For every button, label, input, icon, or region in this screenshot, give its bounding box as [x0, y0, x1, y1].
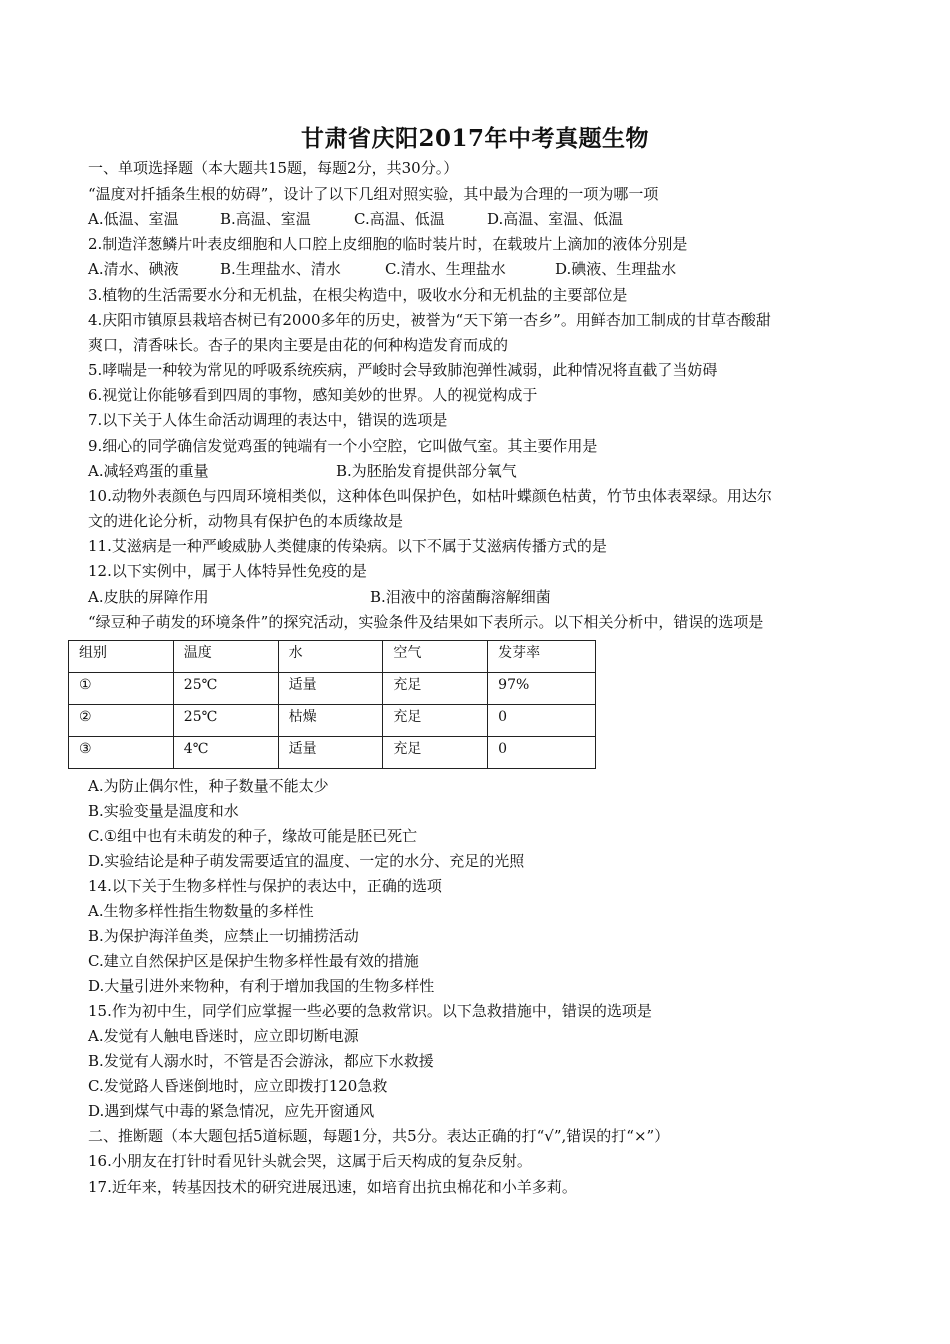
table-cell: 0: [488, 737, 596, 769]
question-11-stem: 11.艾滋病是一种严峻威胁人类健康的传染病。以下不属于艾滋病传播方式的是: [88, 537, 607, 555]
question-14-stem: 14.以下关于生物多样性与保护的表达中，正确的选项: [88, 877, 442, 895]
table-row: [69, 705, 596, 737]
question-14-option-c: C.建立自然保护区是保护生物多样性最有效的措施: [88, 952, 419, 970]
question-1-option-d: D.高温、室温、低温: [487, 210, 624, 228]
table-cell: 0: [488, 705, 596, 737]
question-2-option-b: B.生理盐水、清水: [220, 260, 341, 278]
table-header-cell: 空气: [383, 641, 488, 673]
experiment-table: [68, 640, 596, 769]
table-cell: 适量: [278, 737, 383, 769]
question-14-option-a: A.生物多样性指生物数量的多样性: [88, 902, 314, 920]
question-6-stem: 6.视觉让你能够看到四周的事物，感知美妙的世界。人的视觉构成于: [88, 386, 538, 404]
table-header-cell: 水: [278, 641, 383, 673]
question-15-option-d: D.遇到煤气中毒的紧急情况，应先开窗通风: [88, 1102, 375, 1120]
question-1-stem: “温度对扦插条生根的妨碍”，设计了以下几组对照实验，其中最为合理的一项为哪一项: [88, 185, 659, 203]
table-cell: 25℃: [173, 673, 278, 705]
table-cell: 充足: [383, 705, 488, 737]
section-2-header: 二、推断题（本大题包括5道标题，每题1分，共5分。表达正确的打“√”,错误的打“×”）: [88, 1127, 670, 1145]
table-cell: ①: [69, 673, 174, 705]
question-9-stem: 9.细心的同学确信发觉鸡蛋的钝端有一个小空腔，它叫做气室。其主要作用是: [88, 437, 598, 455]
question-12-option-b: B.泪液中的溶菌酶溶解细菌: [370, 588, 551, 606]
question-13-option-c: C.①组中也有未萌发的种子，缘故可能是胚已死亡: [88, 827, 418, 845]
question-14-option-b: B.为保护海洋鱼类，应禁止一切捕捞活动: [88, 927, 359, 945]
table-cell: 适量: [278, 673, 383, 705]
question-10-stem-line-2: 文的进化论分析，动物具有保护色的本质缘故是: [88, 512, 404, 530]
table-cell: 充足: [383, 673, 488, 705]
question-2-stem: 2.制造洋葱鳞片叶表皮细胞和人口腔上皮细胞的临时装片时，在载玻片上滴加的液体分别是: [88, 235, 688, 253]
table-header-cell: 组别: [69, 641, 174, 673]
table-cell: ②: [69, 705, 174, 737]
question-15-stem: 15.作为初中生，同学们应掌握一些必要的急救常识。以下急救措施中，错误的选项是: [88, 1002, 652, 1020]
question-13-stem: “绿豆种子萌发的环境条件”的探究活动，实验条件及结果如下表所示。以下相关分析中，错误的选项是: [88, 613, 764, 631]
question-14-option-d: D.大量引进外来物种，有利于增加我国的生物多样性: [88, 977, 435, 995]
table-cell: 97%: [488, 673, 596, 705]
question-7-stem: 7.以下关于人体生命活动调理的表达中，错误的选项是: [88, 411, 448, 429]
table-cell: 25℃: [173, 705, 278, 737]
question-4-stem-line-1: 4.庆阳市镇原县栽培杏树已有2000多年的历史，被誉为“天下第一杏乡”。用鲜杏加工制成的甘草杏酸甜: [88, 311, 771, 329]
table-header-cell: 温度: [173, 641, 278, 673]
question-2-option-a: A.清水、碘液: [88, 260, 179, 278]
question-13-option-d: D.实验结论是种子萌发需要适宜的温度、一定的水分、充足的光照: [88, 852, 525, 870]
question-15-option-a: A.发觉有人触电昏迷时，应立即切断电源: [88, 1027, 359, 1045]
table-cell: ③: [69, 737, 174, 769]
table-row: [69, 737, 596, 769]
table-cell: 充足: [383, 737, 488, 769]
question-15-option-c: C.发觉路人昏迷倒地时，应立即拨打120急救: [88, 1077, 388, 1095]
question-5-stem: 5.哮喘是一种较为常见的呼吸系统疾病，严峻时会导致肺泡弹性减弱，此种情况将直截了当妨碍: [88, 361, 718, 379]
question-4-stem-line-2: 爽口，清香味长。杏子的果肉主要是由花的何种构造发育而成的: [88, 336, 509, 354]
question-16-stem: 16.小朋友在打针时看见针头就会哭，这属于后天构成的复杂反射。: [88, 1152, 532, 1170]
question-15-option-b: B.发觉有人溺水时，不管是否会游泳，都应下水救援: [88, 1052, 434, 1070]
question-12-option-a: A.皮肤的屏障作用: [88, 588, 209, 606]
question-1-option-c: C.高温、低温: [354, 210, 445, 228]
question-3-stem: 3.植物的生活需要水分和无机盐，在根尖构造中，吸收水分和无机盐的主要部位是: [88, 286, 628, 304]
question-10-stem-line-1: 10.动物外表颜色与四周环境相类似，这种体色叫保护色，如枯叶蝶颜色枯黄，竹节虫体表翠绿。用达尔: [88, 487, 772, 505]
question-2-option-c: C.清水、生理盐水: [385, 260, 506, 278]
table-cell: 4℃: [173, 737, 278, 769]
table-header-row: [69, 641, 596, 673]
question-17-stem: 17.近年来，转基因技术的研究进展迅速，如培育出抗虫棉花和小羊多莉。: [88, 1178, 577, 1196]
question-1-option-b: B.高温、室温: [220, 210, 311, 228]
question-9-option-a: A.减轻鸡蛋的重量: [88, 462, 209, 480]
page-title: 甘肃省庆阳2017年中考真题生物: [300, 125, 649, 152]
table-header-cell: 发芽率: [488, 641, 596, 673]
question-9-option-b: B.为胚胎发育提供部分氧气: [336, 462, 517, 480]
table-cell: 枯燥: [278, 705, 383, 737]
question-1-option-a: A.低温、室温: [88, 210, 179, 228]
question-13-option-b: B.实验变量是温度和水: [88, 802, 239, 820]
question-13-option-a: A.为防止偶尔性，种子数量不能太少: [88, 777, 329, 795]
question-12-stem: 12.以下实例中，属于人体特异性免疫的是: [88, 562, 367, 580]
section-1-header: 一、单项选择题（本大题共15题，每题2分，共30分。）: [88, 159, 459, 177]
question-2-option-d: D.碘液、生理盐水: [555, 260, 677, 278]
table-row: [69, 673, 596, 705]
